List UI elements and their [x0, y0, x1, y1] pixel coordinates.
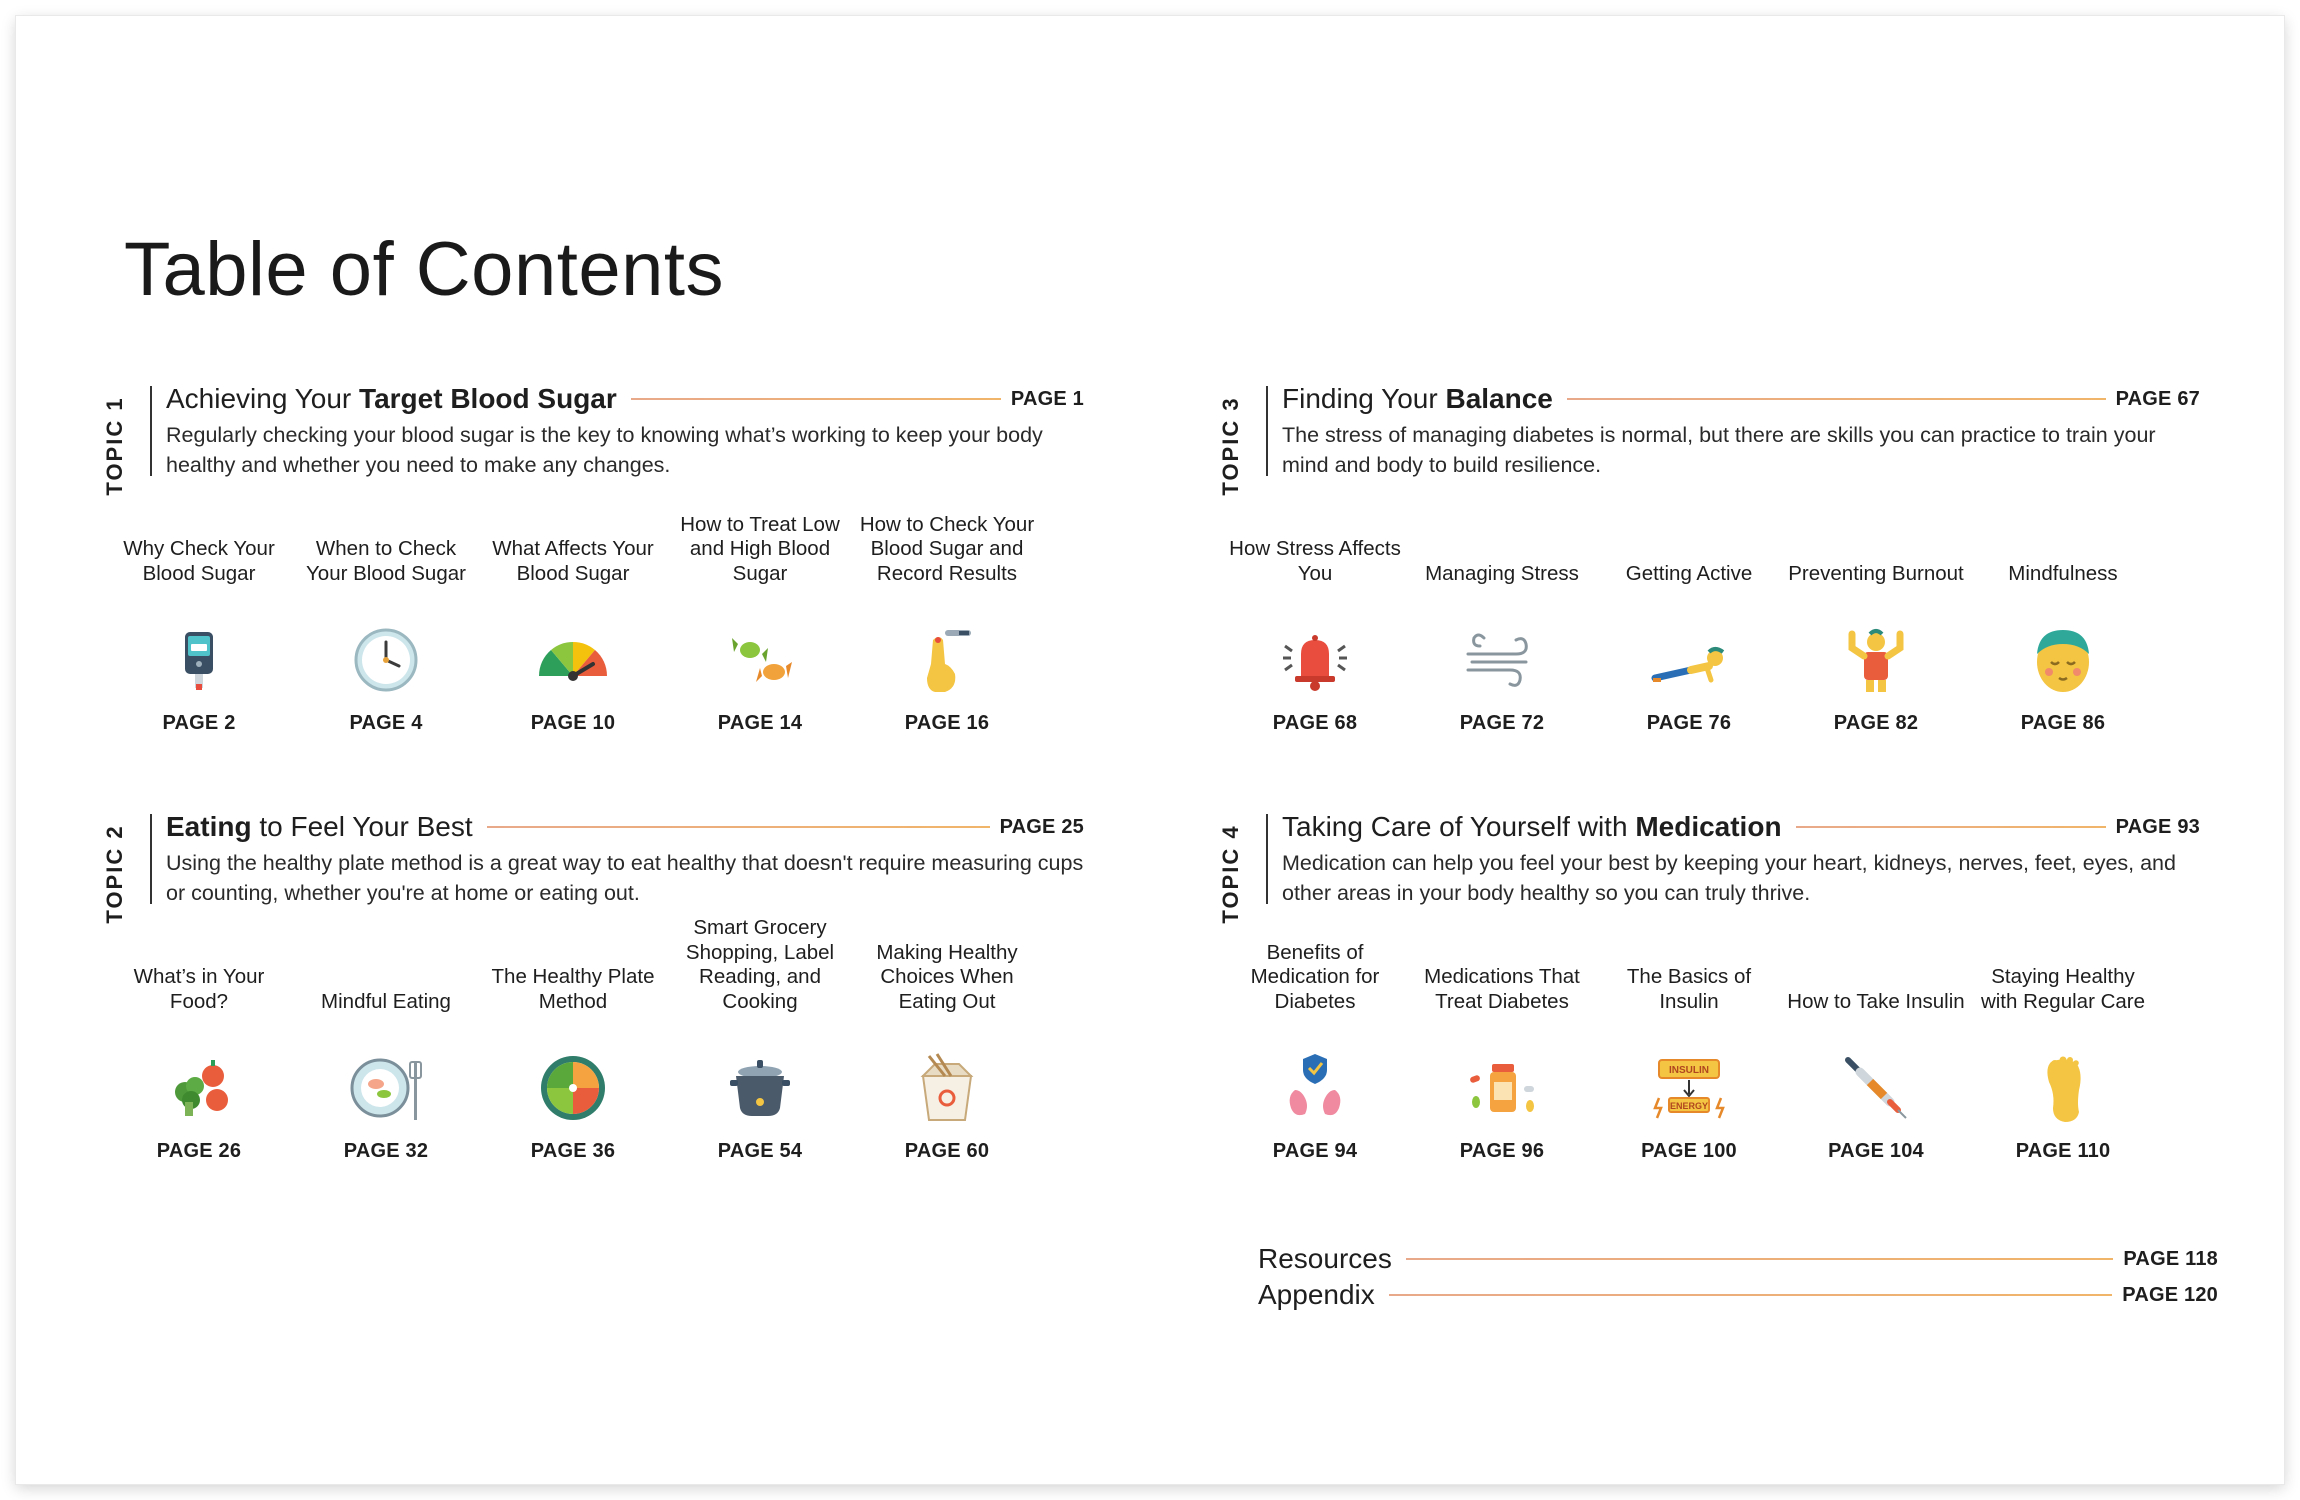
- subtopic-item[interactable]: [670, 916, 850, 1162]
- topic-divider: [150, 814, 152, 904]
- leader-rule: [1406, 1258, 2114, 1260]
- topic-heading-row[interactable]: [1282, 808, 2200, 846]
- subtopic-title: Benefits of Medication for Diabetes: [1250, 940, 1380, 1013]
- subtopic-title: How to Check Your Blood Sugar and Record Results: [859, 512, 1035, 585]
- clock-icon: [344, 618, 428, 702]
- topic-number: TOPIC 3: [1218, 396, 1243, 496]
- page-title: Table of Contents: [124, 227, 724, 312]
- subtopic-page: PAGE 86: [2020, 712, 2106, 734]
- heading-part: Taking Care of Yourself with: [1282, 811, 1636, 842]
- subtopic-title: Mindful Eating: [321, 989, 451, 1013]
- subtopic-item[interactable]: [1973, 494, 2153, 734]
- resources-label: Resources: [1258, 1243, 1392, 1274]
- insulin-energy-icon: [1647, 1046, 1731, 1130]
- subtopic-item[interactable]: [1225, 922, 1405, 1162]
- glucose-meter-icon: [157, 618, 241, 702]
- heading-emphasis: Medication: [1635, 811, 1782, 842]
- subtopic-item[interactable]: [296, 922, 476, 1162]
- appendix-label: Appendix: [1258, 1279, 1375, 1310]
- subtopic-page: PAGE 82: [1833, 712, 1919, 734]
- pill-bottle-icon: [1460, 1046, 1544, 1130]
- alarm-bell-icon: [1273, 618, 1357, 702]
- topic-heading-row[interactable]: [166, 808, 1084, 846]
- topic-heading-row[interactable]: [166, 380, 1084, 418]
- heading-emphasis: Eating: [166, 811, 252, 842]
- topic-description: Using the healthy plate method is a great way to eat healthy that doesn't require measuring cups or counting, whether you're at home or eating out.: [166, 851, 1084, 905]
- topic-description: Medication can help you feel your best by keeping your heart, kidneys, nerves, feet, eyes, and other areas in your body healthy so you can truly thrive.: [1282, 851, 2176, 905]
- subtopic-item[interactable]: [1599, 494, 1779, 734]
- appendix-page: PAGE 120: [2122, 1283, 2218, 1306]
- subtopic-title: Why Check Your Blood Sugar: [123, 537, 275, 585]
- subtopic-item[interactable]: [109, 922, 289, 1162]
- topic-heading: [166, 811, 473, 843]
- subtopic-page: PAGE 4: [349, 712, 423, 734]
- subtopic-item[interactable]: [1412, 922, 1592, 1162]
- topic-label: [1206, 386, 1256, 506]
- subtopic-item[interactable]: [1786, 922, 1966, 1162]
- subtopic-item[interactable]: [296, 494, 476, 734]
- strong-person-icon: [1834, 618, 1918, 702]
- subtopic-item[interactable]: [1225, 494, 1405, 734]
- heading-emphasis: Target Blood Sugar: [359, 383, 617, 414]
- calm-face-icon: [2021, 618, 2105, 702]
- subtopic-title: Medications That Treat Diabetes: [1424, 965, 1580, 1013]
- subtopic-title: Smart Grocery Shopping, Label Reading, and Cooking: [685, 916, 835, 1013]
- topic-number: TOPIC 4: [1218, 824, 1243, 924]
- subtopic-item[interactable]: [1599, 922, 1779, 1162]
- subtopic-page: PAGE 96: [1459, 1140, 1545, 1162]
- subtopic-page: PAGE 36: [530, 1140, 616, 1162]
- subtopic-page: PAGE 32: [343, 1140, 429, 1162]
- subtopic-title: What Affects Your Blood Sugar: [492, 537, 654, 585]
- subtopic-item[interactable]: [1786, 494, 1966, 734]
- subtopic-page: PAGE 26: [156, 1140, 242, 1162]
- subtopic-title: How Stress Affects You: [1229, 537, 1401, 585]
- subtopic-page: PAGE 16: [904, 712, 990, 734]
- subtopic-title: How to Treat Low and High Blood Sugar: [680, 512, 840, 585]
- insulin-pen-icon: [1834, 1046, 1918, 1130]
- topic-heading-row[interactable]: [1282, 380, 2200, 418]
- icon-text-bottom: ENERGY: [1669, 1101, 1709, 1111]
- leader-rule: [1389, 1294, 2113, 1296]
- subtopic-title: Managing Stress: [1425, 561, 1579, 585]
- topic-number: TOPIC 1: [102, 396, 127, 496]
- subtopic-page: PAGE 14: [717, 712, 803, 734]
- subtopic-item[interactable]: [857, 922, 1037, 1162]
- heading-part: Finding Your: [1282, 383, 1446, 414]
- subtopic-item[interactable]: [483, 494, 663, 734]
- foot-icon: [2021, 1046, 2105, 1130]
- topic-3-section: [1200, 383, 2200, 806]
- subtopic-list: [1229, 494, 2197, 734]
- subtopic-item[interactable]: [109, 494, 289, 734]
- topic-page: PAGE 67: [2115, 387, 2200, 410]
- heading-emphasis: Balance: [1445, 383, 1553, 414]
- topic-1-section: [84, 383, 1084, 806]
- kidney-shield-icon: [1273, 1046, 1357, 1130]
- topic-2-section: [84, 811, 1084, 1234]
- topic-page: PAGE 93: [2115, 815, 2200, 838]
- subtopic-item[interactable]: [1973, 922, 2153, 1162]
- topic-label: [90, 814, 140, 934]
- topic-label: [1206, 814, 1256, 934]
- subtopic-title: Preventing Burnout: [1788, 561, 1964, 585]
- topic-description: Regularly checking your blood sugar is the key to knowing what’s working to keep your body healthy and whether you need to make any changes.: [166, 423, 1043, 477]
- toc-row-resources[interactable]: [1258, 1241, 2218, 1277]
- subtopic-title: How to Take Insulin: [1787, 989, 1965, 1013]
- subtopic-title: Mindfulness: [2008, 561, 2118, 585]
- subtopic-page: PAGE 76: [1646, 712, 1732, 734]
- subtopic-title: When to Check Your Blood Sugar: [306, 537, 466, 585]
- healthy-plate-icon: [531, 1046, 615, 1130]
- subtopic-page: PAGE 68: [1272, 712, 1358, 734]
- topic-label: [90, 386, 140, 506]
- subtopic-title: Staying Healthy with Regular Care: [1980, 965, 2146, 1013]
- topic-divider: [1266, 814, 1268, 904]
- topic-heading: [166, 383, 617, 415]
- subtopic-page: PAGE 2: [162, 712, 236, 734]
- leader-rule: [487, 826, 990, 828]
- subtopic-page: PAGE 110: [2015, 1140, 2111, 1162]
- subtopic-page: PAGE 10: [530, 712, 616, 734]
- subtopic-page: PAGE 72: [1459, 712, 1545, 734]
- subtopic-item[interactable]: [670, 494, 850, 734]
- subtopic-title: The Healthy Plate Method: [491, 965, 655, 1013]
- plate-fork-icon: [344, 1046, 428, 1130]
- topic-page: PAGE 25: [999, 815, 1084, 838]
- subtopic-item[interactable]: [857, 494, 1037, 734]
- subtopic-list: [133, 916, 1081, 1162]
- subtopic-page: PAGE 54: [717, 1140, 803, 1162]
- resources-page: PAGE 118: [2123, 1247, 2218, 1270]
- subtopic-item[interactable]: [1412, 494, 1592, 734]
- subtopic-title: What’s in Your Food?: [133, 965, 265, 1013]
- topic-heading: [1282, 811, 1782, 843]
- finger-lancet-icon: [905, 618, 989, 702]
- vegetables-icon: [157, 1046, 241, 1130]
- wind-icon: [1460, 618, 1544, 702]
- leader-rule: [631, 398, 1001, 400]
- subtopic-page: PAGE 100: [1641, 1140, 1737, 1162]
- topic-4-section: [1200, 811, 2200, 1234]
- heading-part: to Feel Your Best: [251, 811, 473, 842]
- subtopic-list: [123, 494, 1081, 734]
- leader-rule: [1567, 398, 2106, 400]
- topic-page: PAGE 1: [1010, 387, 1084, 410]
- subtopic-title: Making Healthy Choices When Eating Out: [876, 940, 1018, 1013]
- slow-cooker-icon: [718, 1046, 802, 1130]
- subtopic-title: The Basics of Insulin: [1626, 965, 1752, 1013]
- topic-divider: [1266, 386, 1268, 476]
- icon-text-top: INSULIN: [1669, 1065, 1709, 1076]
- candy-icon: [718, 618, 802, 702]
- topic-description: The stress of managing diabetes is normal, but there are skills you can practice to train your mind and body to build resilience.: [1282, 423, 2156, 477]
- heading-part: Achieving Your: [166, 383, 360, 414]
- subtopic-page: PAGE 94: [1272, 1140, 1358, 1162]
- gauge-icon: [531, 618, 615, 702]
- subtopic-page: PAGE 104: [1828, 1140, 1924, 1162]
- topic-number: TOPIC 2: [102, 824, 127, 924]
- subtopic-item[interactable]: [483, 922, 663, 1162]
- subtopic-page: PAGE 60: [904, 1140, 990, 1162]
- takeout-box-icon: [905, 1046, 989, 1130]
- topic-divider: [150, 386, 152, 476]
- subtopic-title: Getting Active: [1625, 561, 1753, 585]
- plank-exercise-icon: [1647, 618, 1731, 702]
- subtopic-list: [1250, 922, 2197, 1162]
- toc-row-appendix[interactable]: [1258, 1277, 2218, 1313]
- leader-rule: [1796, 826, 2106, 828]
- topic-heading: [1282, 383, 1553, 415]
